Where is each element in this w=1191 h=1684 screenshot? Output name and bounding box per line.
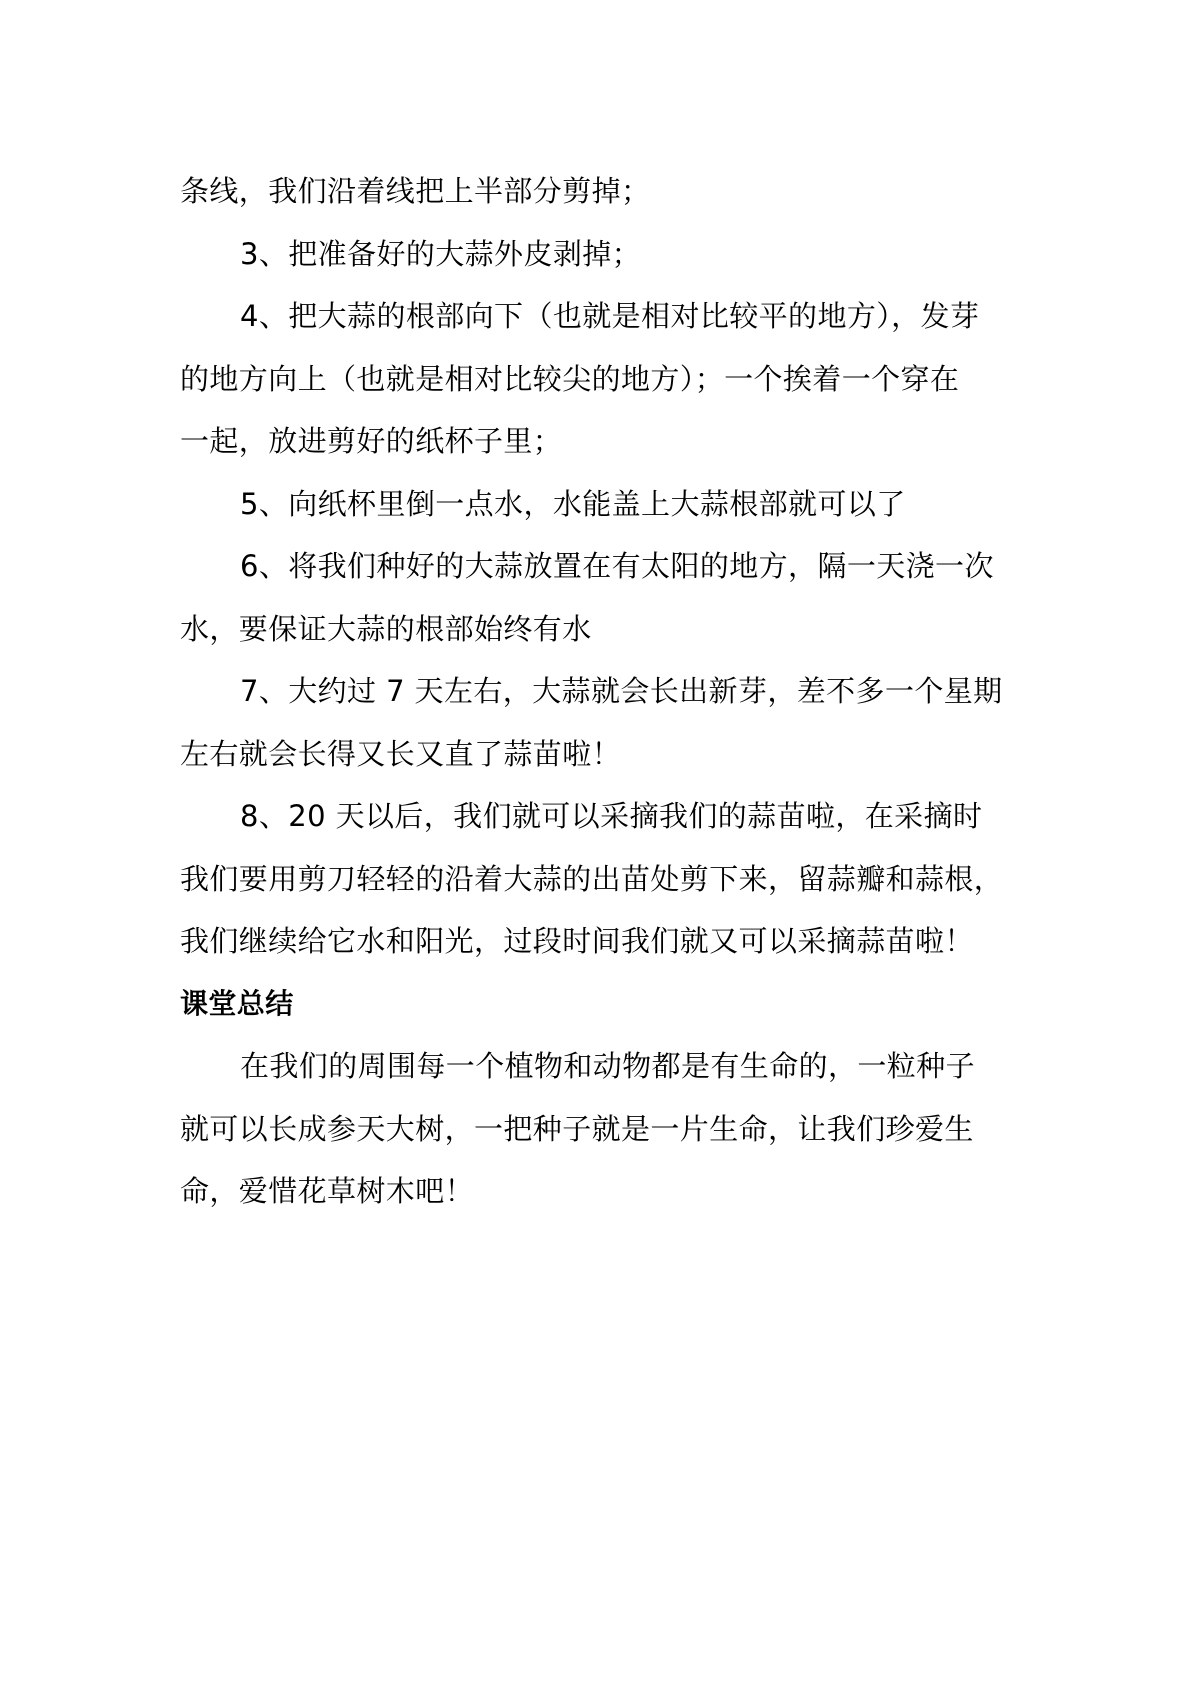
- text-line: 3、把准备好的大蒜外皮剥掉；: [240, 236, 642, 271]
- text-line: 在我们的周围每一个植物和动物都是有生命的，一粒种子: [240, 1049, 976, 1083]
- text-line: 6、将我们种好的大蒜放置在有太阳的地方，隔一天浇一次: [240, 549, 994, 583]
- text-line: 我们要用剪刀轻轻的沿着大蒜的出苗处剪下来，留蒜瓣和蒜根，: [180, 861, 1004, 896]
- text-line: 的地方向上（也就是相对比较尖的地方）；一个挨着一个穿在: [180, 361, 960, 396]
- text-line: 就可以长成参天大树，一把种子就是一片生命，让我们珍爱生: [180, 1111, 974, 1146]
- text-line: 我们继续给它水和阳光，过段时间我们就又可以采摘蒜苗啦！: [180, 924, 974, 958]
- section-heading: 课堂总结: [180, 986, 294, 1020]
- text-line: 水，要保证大蒜的根部始终有水: [180, 611, 592, 646]
- text-line: 7、大约过 7 天左右，大蒜就会长出新芽，差不多一个星期: [240, 674, 1003, 708]
- text-line: 条线，我们沿着线把上半部分剪掉；: [180, 174, 651, 208]
- text-line: 命，爱惜花草树木吧！: [180, 1174, 475, 1208]
- text-line: 4、把大蒜的根部向下（也就是相对比较平的地方），发芽: [240, 299, 980, 333]
- text-line: 左右就会长得又长又直了蒜苗啦！: [180, 736, 622, 771]
- text-line: 一起，放进剪好的纸杯子里；: [180, 424, 563, 458]
- text-line: 8、20 天以后，我们就可以采摘我们的蒜苗啦，在采摘时: [240, 799, 983, 833]
- document-page: [180, 160, 1040, 1223]
- text-line: 5、向纸杯里倒一点水，水能盖上大蒜根部就可以了: [240, 486, 906, 521]
